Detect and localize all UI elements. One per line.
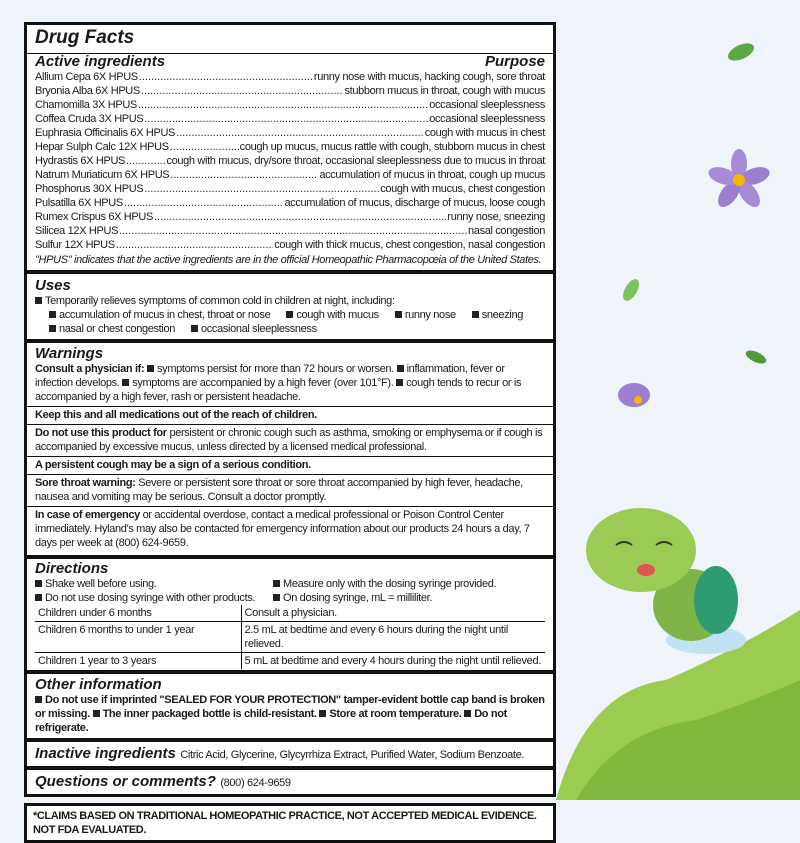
sore-throat-warning <box>27 474 553 506</box>
age-cell: Children under 6 months <box>35 605 241 622</box>
ingredient-row <box>35 182 545 196</box>
ingredient-purpose: accumulation of mucus, discharge of mucus, loose cough <box>284 197 545 209</box>
do-not-use-label: Do not use this product for <box>35 427 167 439</box>
other-item: Store at room temperature. <box>329 708 462 720</box>
uses-item-text: runny nose <box>404 309 456 321</box>
emergency-warning <box>27 506 553 552</box>
dot-leader <box>139 70 313 84</box>
page-title: Drug Facts <box>35 27 135 48</box>
bullet-icon <box>472 311 479 318</box>
label-wrapper <box>24 22 556 843</box>
uses-item <box>49 322 175 336</box>
uses-item <box>286 308 378 322</box>
ingredient-name: Pulsatilla 6X HPUS <box>35 197 123 209</box>
bullet-icon <box>273 594 280 601</box>
purpose-heading: Purpose <box>484 53 545 70</box>
bullet-icon <box>464 710 471 717</box>
bullet-icon <box>35 696 42 703</box>
consult-label: Consult a physician if: <box>35 363 145 375</box>
ingredient-purpose: nasal congestion <box>468 225 545 237</box>
other-info-section <box>27 674 553 742</box>
ingredient-purpose: occasional sleeplessness <box>429 113 545 125</box>
consult-item: symptoms persist for more than 72 hours or worsen. <box>157 363 394 375</box>
bullet-icon <box>35 297 42 304</box>
other-item: Do not use if imprinted "SEALED FOR YOUR PROTECTION" tamper-evident bottle cap band is broken or missing. <box>35 694 545 720</box>
dot-leader <box>141 84 344 98</box>
directions-section <box>27 559 553 674</box>
ingredient-row <box>35 140 545 154</box>
bullet-icon <box>35 580 42 587</box>
uses-item-text: cough with mucus <box>296 309 379 321</box>
ingredient-name: Bryonia Alba 6X HPUS <box>35 85 140 97</box>
bullet-icon <box>122 379 129 386</box>
title-section <box>27 25 553 54</box>
sore-text: Severe or persistent sore throat or sore throat accompanied by high fever, headache, nausea and vomiting may be serious. Consult a doctor promptly. <box>35 477 523 503</box>
uses-item-text: occasional sleeplessness <box>201 323 317 335</box>
ingredient-row <box>35 126 545 140</box>
warnings-heading: Warnings <box>35 345 104 362</box>
bullet-icon <box>93 710 100 717</box>
consult-physician <box>35 362 545 406</box>
dot-leader <box>176 126 424 140</box>
uses-item <box>191 322 317 336</box>
leaf-icon <box>744 348 768 366</box>
ingredient-row <box>35 224 545 238</box>
other-item: Do not refrigerate. <box>35 708 507 734</box>
inactive-section <box>27 742 553 770</box>
consult-item: cough tends to recur or is accompanied by a high fever, rash or persistent headache. <box>35 377 522 403</box>
uses-item <box>395 308 456 322</box>
dot-leader <box>116 238 274 252</box>
dot-leader <box>138 98 428 112</box>
ingredient-name: Chamomilla 3X HPUS <box>35 99 137 111</box>
ingredient-name: Euphrasia Officinalis 6X HPUS <box>35 127 176 139</box>
ingredient-name: Hepar Sulph Calc 12X HPUS <box>35 141 169 153</box>
directions-bullets <box>35 577 545 605</box>
warnings-section <box>27 343 553 559</box>
uses-item <box>49 308 270 322</box>
directions-heading: Directions <box>35 560 109 577</box>
dose-cell: Consult a physician. <box>244 607 337 619</box>
do-not-use-text: persistent or chronic cough such as asthma, smoking or emphysema or if cough is accompanied by excessive mucus, unless directed by a licensed medical professional. <box>35 427 543 453</box>
questions-heading: Questions or comments? <box>35 773 216 790</box>
ingredient-purpose: cough with mucus, chest congestion <box>380 183 545 195</box>
questions-phone[interactable]: (800) 624-9659 <box>220 777 291 789</box>
ingredient-row <box>35 70 545 84</box>
dot-leader <box>119 224 467 238</box>
dot-leader <box>144 182 379 196</box>
uses-item-text: accumulation of mucus in chest, throat or nose <box>59 309 271 321</box>
ingredient-row <box>35 112 545 126</box>
ingredient-purpose: cough with thick mucus, chest congestion, nasal congestion <box>274 239 545 251</box>
ingredient-purpose: occasional sleeplessness <box>429 99 545 111</box>
sore-label: Sore throat warning: <box>35 477 136 489</box>
ingredient-purpose: stubborn mucus in throat, cough with mucus <box>344 85 545 97</box>
ingredient-list <box>35 70 545 252</box>
consult-item: symptoms are accompanied by a high fever (over 101°F). <box>132 377 394 389</box>
ingredient-name: Silicea 12X HPUS <box>35 225 119 237</box>
dosage-row <box>35 605 545 622</box>
ingredient-row <box>35 196 545 210</box>
drug-facts-panel <box>24 22 556 797</box>
dot-leader <box>154 210 446 224</box>
bullet-icon <box>286 311 293 318</box>
uses-heading: Uses <box>35 277 71 294</box>
decorative-illustration <box>556 0 800 800</box>
ingredient-row <box>35 210 545 224</box>
other-items <box>35 693 545 735</box>
age-cell: Children 1 year to 3 years <box>35 653 241 670</box>
dose-cell: 2.5 mL at bedtime and every 6 hours during the night until relieved. <box>244 624 508 650</box>
bullet-icon <box>319 710 326 717</box>
inactive-heading: Inactive ingredients <box>35 745 176 762</box>
consult-item: inflammation, fever or infection develops. <box>35 363 505 389</box>
emergency-text: or accidental overdose, contact a medical professional or Poison Control Center immediately. Hyland's may also be contacted for emergency information about our products 24 hours a day, 7 days per week at (800) 624-9659. <box>35 509 530 549</box>
ingredient-row <box>35 84 545 98</box>
hpus-note: "HPUS" indicates that the active ingredients are in the official Homeopathic Pharmacopœia of the United States. <box>35 254 542 266</box>
dot-leader <box>170 168 318 182</box>
other-heading: Other information <box>35 676 162 693</box>
ingredient-row <box>35 238 545 252</box>
leaf-icon <box>620 277 642 304</box>
ingredient-row <box>35 98 545 112</box>
uses-items <box>35 308 545 336</box>
dot-leader <box>170 140 239 154</box>
uses-item-text: sneezing <box>481 309 523 321</box>
direction-text: Do not use dosing syringe with other products. <box>45 592 256 604</box>
dot-leader <box>126 154 165 168</box>
dosage-row <box>35 622 545 653</box>
bullet-icon <box>49 311 56 318</box>
bullet-icon <box>35 594 42 601</box>
ingredient-purpose: cough up mucus, mucus rattle with cough, stubborn mucus in chest <box>239 141 545 153</box>
ingredient-name: Natrum Muriaticum 6X HPUS <box>35 169 170 181</box>
claims-disclaimer: *CLAIMS BASED ON TRADITIONAL HOMEOPATHIC PRACTICE, NOT ACCEPTED MEDICAL EVIDENCE. NOT FDA EVALUATED. <box>24 803 556 843</box>
emergency-label: In case of emergency <box>35 509 140 521</box>
age-cell: Children 6 months to under 1 year <box>35 622 241 653</box>
ingredient-row <box>35 168 545 182</box>
bullet-icon <box>396 379 403 386</box>
ingredient-purpose: cough with mucus, dry/sore throat, occasional sleeplessness due to mucus in throat <box>166 155 545 167</box>
bullet-icon <box>397 365 404 372</box>
uses-item-text: nasal or chest congestion <box>59 323 175 335</box>
flower-icon <box>706 149 771 211</box>
bullet-icon <box>191 325 198 332</box>
ingredient-name: Rumex Crispus 6X HPUS <box>35 211 153 223</box>
direction-text: Shake well before using. <box>45 578 157 590</box>
ingredient-purpose: runny nose, sneezing <box>447 211 545 223</box>
flower-bud-icon <box>618 383 650 407</box>
turtle-illustration <box>586 508 746 654</box>
ingredient-name: Phosphorus 30X HPUS <box>35 183 144 195</box>
inactive-text: Citric Acid, Glycerine, Glycyrrhiza Extract, Purified Water, Sodium Benzoate. <box>180 749 525 761</box>
dot-leader <box>124 196 284 210</box>
ingredient-name: Allium Cepa 6X HPUS <box>35 71 138 83</box>
direction-bullet <box>35 591 273 605</box>
bullet-icon <box>147 365 154 372</box>
ingredient-purpose: accumulation of mucus in throat, cough up mucus <box>319 169 545 181</box>
bullet-icon <box>49 325 56 332</box>
uses-item <box>472 308 523 322</box>
persistent-text: A persistent cough may be a sign of a serious condition. <box>35 459 311 471</box>
ingredient-row <box>35 154 545 168</box>
active-heading: Active ingredients <box>35 53 166 70</box>
persistent-cough-warning <box>27 456 553 474</box>
direction-text: On dosing syringe, mL = milliliter. <box>283 592 433 604</box>
direction-bullet <box>273 591 545 605</box>
ingredient-purpose: cough with mucus in chest <box>424 127 545 139</box>
dosage-row <box>35 653 545 670</box>
ingredient-name: Coffea Cruda 3X HPUS <box>35 113 144 125</box>
keep-away-warning <box>27 406 553 424</box>
dose-cell: 5 mL at bedtime and every 4 hours during the night until relieved. <box>244 655 542 667</box>
ingredient-name: Sulfur 12X HPUS <box>35 239 115 251</box>
direction-bullet <box>273 577 545 591</box>
direction-text: Measure only with the dosing syringe provided. <box>283 578 497 590</box>
bullet-icon <box>395 311 402 318</box>
dot-leader <box>144 112 428 126</box>
keep-text: Keep this and all medications out of the reach of children. <box>35 409 317 421</box>
leaf-icon <box>725 40 756 65</box>
bullet-icon <box>273 580 280 587</box>
active-ingredients-section <box>27 54 553 274</box>
ingredient-name: Hydrastis 6X HPUS <box>35 155 126 167</box>
questions-section <box>27 770 553 794</box>
dosage-table <box>35 605 545 669</box>
active-header <box>35 54 545 70</box>
other-item: The inner packaged bottle is child-resistant. <box>102 708 317 720</box>
do-not-use-warning <box>27 424 553 456</box>
ingredient-purpose: runny nose with mucus, hacking cough, sore throat <box>313 71 545 83</box>
uses-intro: Temporarily relieves symptoms of common cold in children at night, including: <box>45 295 395 307</box>
uses-section <box>27 274 553 343</box>
direction-bullet <box>35 577 273 591</box>
